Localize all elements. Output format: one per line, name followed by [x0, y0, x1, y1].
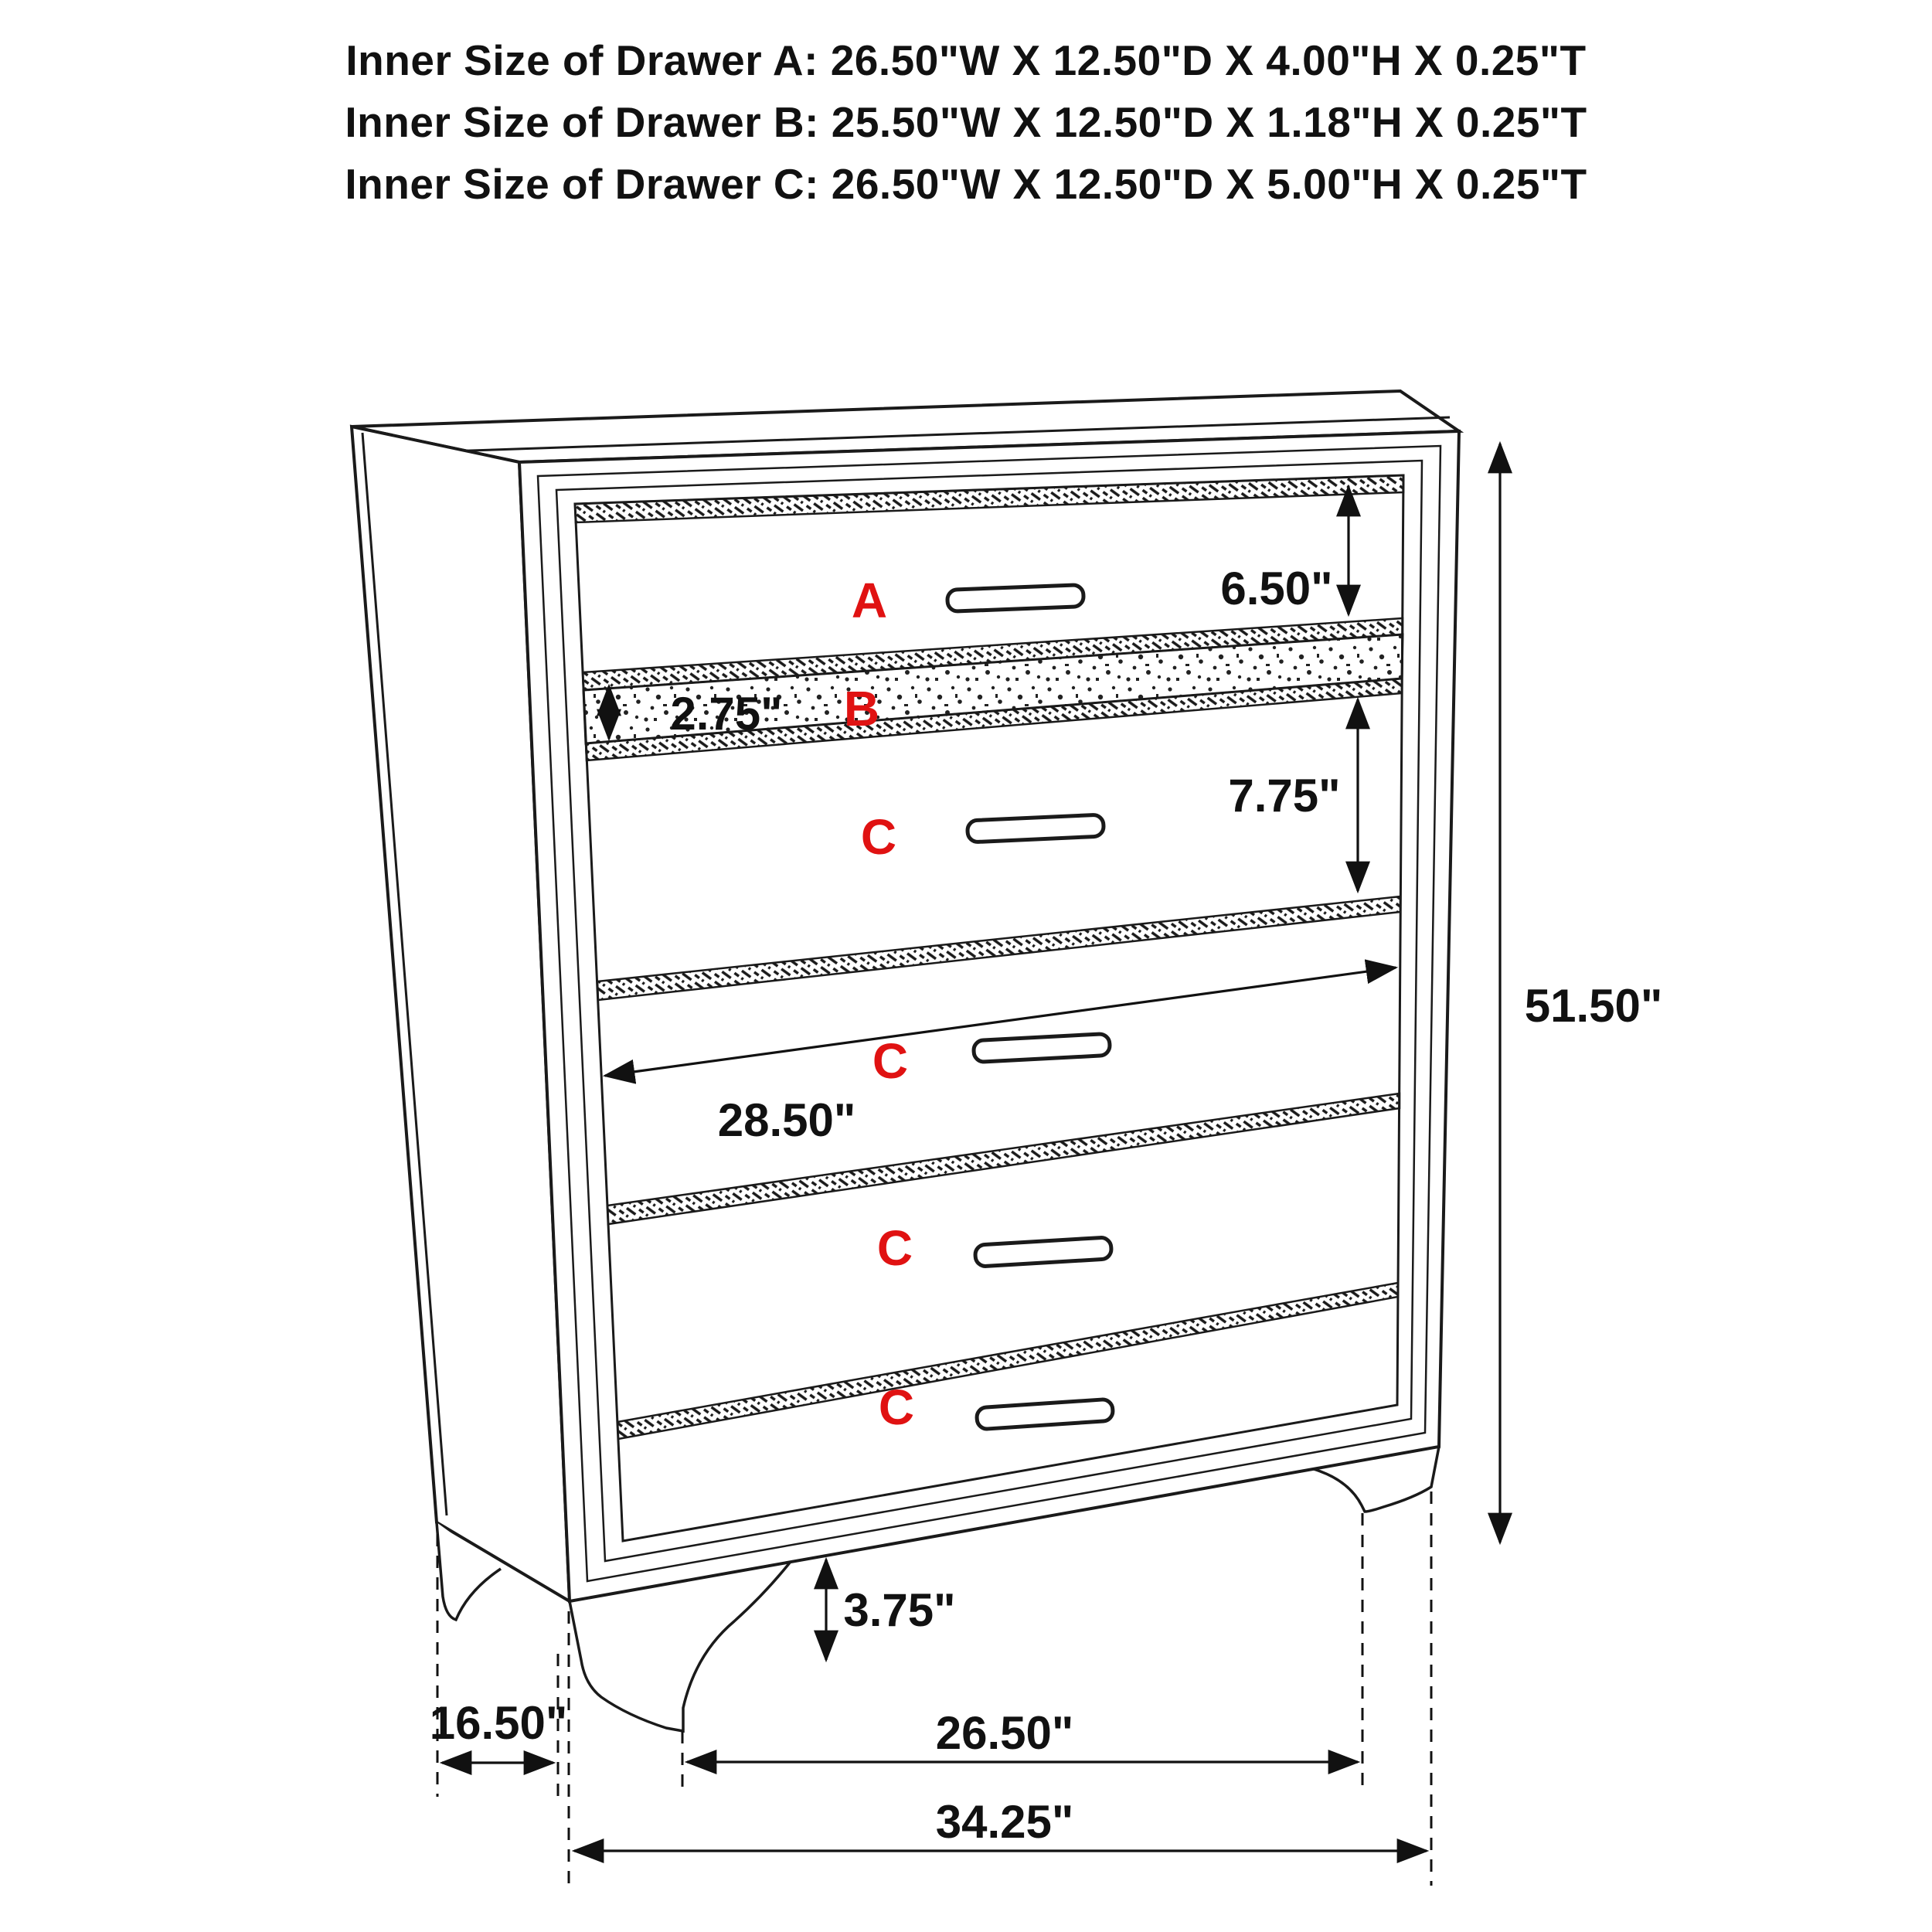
- overall-height-label: 51.50": [1524, 980, 1663, 1032]
- inner-width-label: 26.50": [935, 1707, 1074, 1759]
- header-text-block: [0, 29, 1932, 215]
- drawer-a-height-label: 6.50": [1220, 563, 1333, 614]
- drawer-b-height-label: 2.75": [670, 688, 783, 740]
- drawer-c1-handle: [967, 815, 1104, 842]
- drawer-c-inner-size-line: Inner Size of Drawer C: 26.50"W X 12.50"D X 5.00"H X 0.25"T: [345, 160, 1587, 208]
- drawer-c4-label: C: [878, 1379, 915, 1435]
- drawer-a-handle: [947, 585, 1084, 612]
- overall-width-label: 34.25": [935, 1796, 1074, 1848]
- drawer-c-height-label: 7.75": [1228, 770, 1341, 821]
- drawer-b-label: B: [843, 681, 880, 736]
- drawer-a-label: A: [851, 573, 888, 628]
- leg-height-label: 3.75": [843, 1584, 956, 1636]
- drawer-c2-handle: [973, 1033, 1110, 1062]
- drawer-c1-label: C: [860, 809, 897, 865]
- side-depth-label: 16.50": [429, 1697, 568, 1749]
- drawer-width-label: 28.50": [717, 1094, 856, 1146]
- drawer-c2-label: C: [872, 1033, 909, 1089]
- drawer-b-inner-size-line: Inner Size of Drawer B: 25.50"W X 12.50"D X 1.18"H X 0.25"T: [345, 98, 1587, 146]
- drawer-c3-label: C: [876, 1220, 913, 1276]
- drawer-a-inner-size-line: Inner Size of Drawer A: 26.50"W X 12.50"D X 4.00"H X 0.25"T: [345, 36, 1587, 84]
